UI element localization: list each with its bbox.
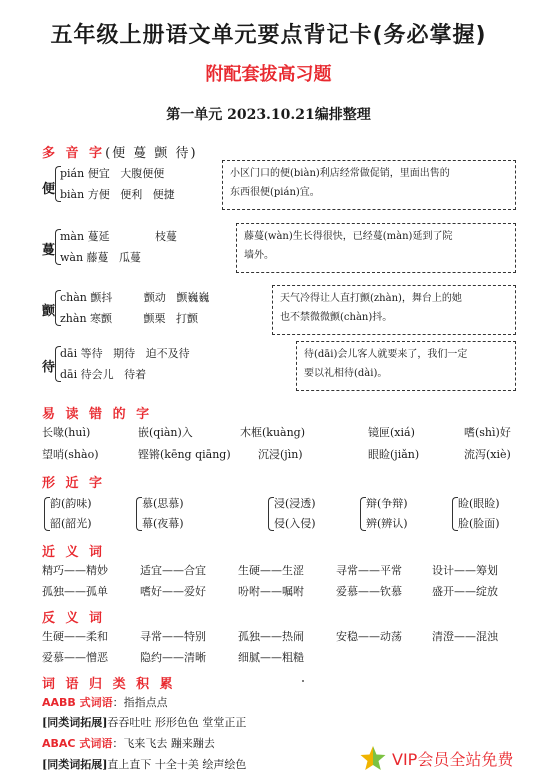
similar-char: 浸(浸透) bbox=[274, 497, 316, 510]
word-item: 嗜好——爱好 bbox=[140, 585, 206, 598]
word-item: 适宜——合宜 bbox=[140, 564, 206, 577]
abac-line bbox=[42, 735, 215, 751]
ext-value: 直上直下 十全十美 绘声绘色 bbox=[107, 758, 247, 771]
section-heading-similar: 形 近 字 bbox=[42, 476, 106, 491]
box-line: 小区门口的便(biàn)利店经常做促销，里面出售的 bbox=[230, 168, 450, 179]
word-item: 嵌(qiàn)入 bbox=[138, 426, 193, 439]
section-heading-antonyms: 反 义 词 bbox=[42, 611, 106, 626]
misread-row bbox=[42, 446, 522, 462]
section-heading-polyphonic bbox=[42, 142, 198, 161]
word-item: 清澄——混浊 bbox=[432, 630, 498, 643]
similar-char: 侵(入侵) bbox=[274, 517, 316, 530]
word-item: 生硬——柔和 bbox=[42, 630, 108, 643]
page-title: 五年级上册语文单元要点背记卡(务必掌握) bbox=[50, 23, 487, 48]
similar-char: 韵(韵味) bbox=[50, 497, 92, 510]
word-item: 木框(kuàng) bbox=[240, 426, 306, 439]
example-box bbox=[272, 285, 516, 335]
section-heading-misread: 易 读 错 的 字 bbox=[42, 407, 153, 422]
poly-line: chàn 颤抖 颤动 颤巍巍 bbox=[60, 291, 210, 304]
aabb-value: ：指指点点 bbox=[112, 696, 168, 709]
box-line: 天气冷得让人直打颤(zhàn)，舞台上的她 bbox=[280, 293, 462, 304]
word-item: 吩咐——嘱咐 bbox=[238, 585, 304, 598]
poly-line: màn 蔓延 枝蔓 bbox=[60, 230, 178, 243]
word-item: 望哨(shào) bbox=[42, 448, 99, 461]
word-item: 爱慕——憎恶 bbox=[42, 651, 108, 664]
word-item: 寻常——平常 bbox=[336, 564, 402, 577]
word-item: 细腻——粗糙 bbox=[238, 651, 304, 664]
word-item: 孤独——孤单 bbox=[42, 585, 108, 598]
star-icon bbox=[360, 745, 386, 771]
ext-label: [同类词拓展] bbox=[42, 716, 108, 729]
similar-char: 辩(争辩) bbox=[366, 497, 408, 510]
ext-line bbox=[42, 714, 246, 730]
box-line: 要以礼相待(dài)。 bbox=[304, 368, 388, 379]
section-heading-word-groups: 词 语 归 类 积 累 bbox=[42, 677, 176, 692]
abac-label: ABAC 式词语 bbox=[42, 737, 113, 750]
similar-char: 脸(脸面) bbox=[458, 517, 500, 530]
poly-char: 蔓 bbox=[42, 243, 56, 258]
word-item: 寻常——特别 bbox=[140, 630, 206, 643]
box-line: 藤蔓(wàn)生长得很快，已经蔓(màn)延到了院 bbox=[244, 231, 453, 242]
box-line: 待(dāi)会儿客人就要来了，我们一定 bbox=[304, 349, 468, 360]
word-item: 眼睑(jiǎn) bbox=[368, 448, 420, 461]
word-item: 孤独——热闹 bbox=[238, 630, 304, 643]
page-subtitle: 附配套拔高习题 bbox=[205, 64, 332, 85]
synonym-row bbox=[42, 583, 522, 599]
synonym-row bbox=[42, 562, 522, 578]
example-box bbox=[296, 341, 516, 391]
ext-value: 吞吞吐吐 形形色色 堂堂正正 bbox=[107, 716, 247, 729]
antonym-row bbox=[42, 649, 522, 665]
poly-line: dāi 待会儿 待着 bbox=[60, 368, 147, 381]
word-item: 精巧——精妙 bbox=[42, 564, 108, 577]
stray-dot bbox=[302, 680, 304, 682]
aabb-label: AABB 式词语 bbox=[42, 696, 113, 709]
word-item: 流泻(xiè) bbox=[464, 448, 511, 461]
word-item: 设计——筹划 bbox=[432, 564, 498, 577]
similar-char: 韶(韶光) bbox=[50, 517, 92, 530]
antonym-row bbox=[42, 628, 522, 644]
word-item: 生硬——生涩 bbox=[238, 564, 304, 577]
heading-text: 多 音 字 bbox=[42, 146, 106, 161]
word-item: 安稳——动荡 bbox=[336, 630, 402, 643]
box-line: 东西很便(pián)宜。 bbox=[230, 187, 320, 198]
word-item: 铿锵(kēng qiāng) bbox=[138, 448, 231, 461]
ext-label: [同类词拓展] bbox=[42, 758, 108, 771]
word-item: 盛开——绽放 bbox=[432, 585, 498, 598]
example-box bbox=[222, 160, 516, 210]
misread-row bbox=[42, 424, 522, 440]
similar-char: 辨(辨认) bbox=[366, 517, 408, 530]
poly-line: wàn 藤蔓 瓜蔓 bbox=[60, 251, 142, 264]
poly-line: pián 便宜 大腹便便 bbox=[60, 167, 165, 180]
word-item: 隐约——清晰 bbox=[140, 651, 206, 664]
box-line: 墙外。 bbox=[244, 250, 274, 261]
unit-line: 第一单元 2023.10.21编排整理 bbox=[166, 107, 371, 123]
poly-line: dāi 等待 期待 迫不及待 bbox=[60, 347, 190, 360]
similar-char: 睑(眼睑) bbox=[458, 497, 500, 510]
aabb-line bbox=[42, 694, 168, 710]
poly-char: 颤 bbox=[42, 304, 56, 319]
word-item: 沉浸(jìn) bbox=[258, 448, 303, 461]
poly-line: biàn 方便 便利 便捷 bbox=[60, 188, 175, 201]
ext-line bbox=[42, 756, 246, 772]
vip-text: VIP会员全站免费 bbox=[392, 749, 514, 769]
word-item: 嗜(shì)好 bbox=[464, 426, 511, 439]
abac-value: ：飞来飞去 蹦来蹦去 bbox=[112, 737, 215, 750]
similar-char: 幕(夜幕) bbox=[142, 517, 184, 530]
example-box bbox=[236, 223, 516, 273]
poly-char: 便 bbox=[42, 182, 56, 197]
poly-line: zhàn 寒颤 颤栗 打颤 bbox=[60, 312, 198, 325]
word-item: 长喙(huì) bbox=[42, 426, 91, 439]
box-line: 也不禁微微颤(chàn)抖。 bbox=[280, 312, 393, 323]
similar-char: 慕(思慕) bbox=[142, 497, 184, 510]
vip-watermark bbox=[360, 745, 513, 771]
heading-extra: (便 蔓 颤 待) bbox=[105, 146, 198, 161]
word-item: 镜匣(xiá) bbox=[368, 426, 415, 439]
word-item: 爱慕——钦慕 bbox=[336, 585, 402, 598]
poly-char: 待 bbox=[42, 360, 56, 375]
section-heading-synonyms: 近 义 词 bbox=[42, 545, 106, 560]
